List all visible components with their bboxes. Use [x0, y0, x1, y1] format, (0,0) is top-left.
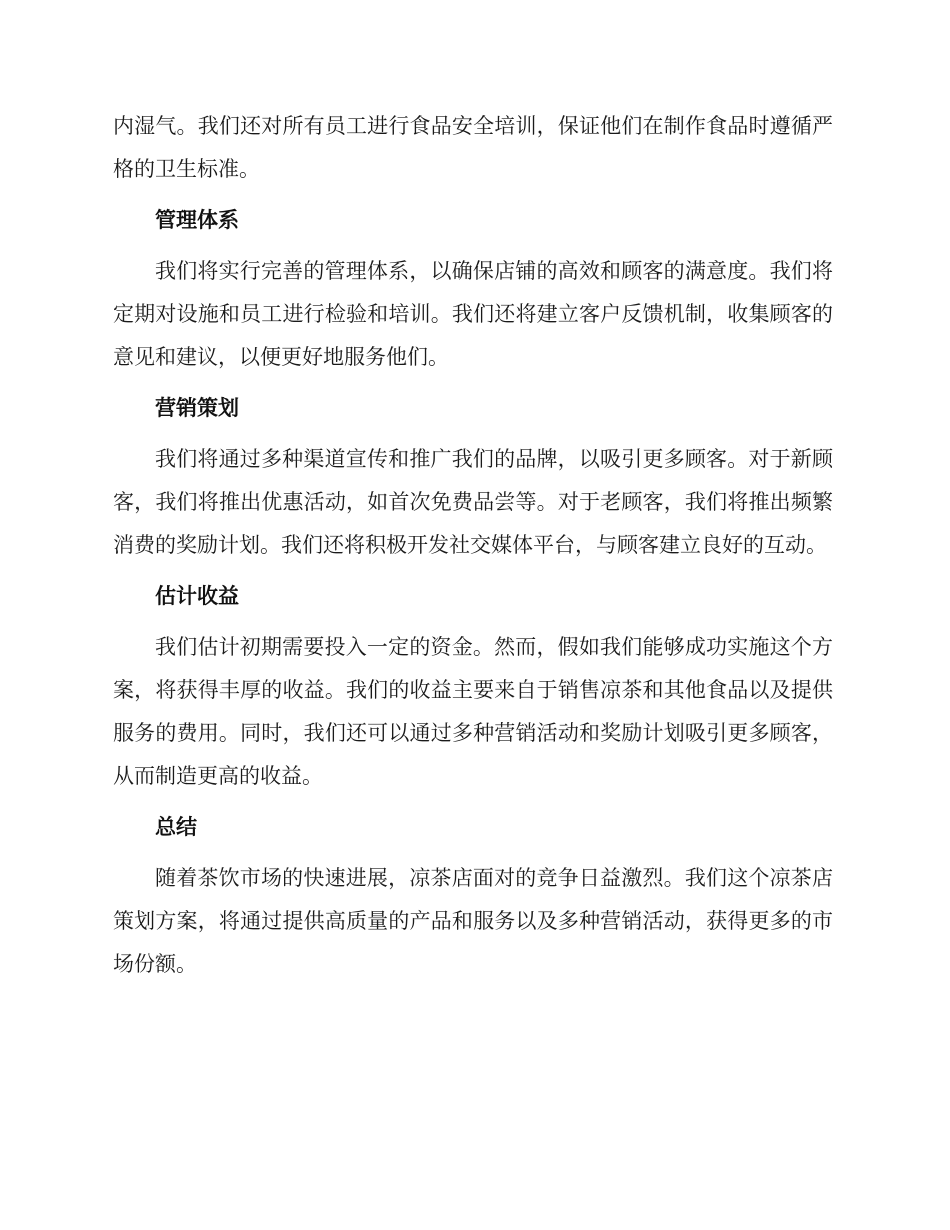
section-paragraph: 我们估计初期需要投入一定的资金。然而，假如我们能够成功实施这个方案，将获得丰厚的收益。我们的收益主要来自于销售凉茶和其他食品以及提供服务的费用。同时，我们还可以通过多种营销活动和奖励计划吸引更多顾客，从而制造更高的收益。: [113, 635, 833, 788]
section-paragraph: 我们将通过多种渠道宣传和推广我们的品牌，以吸引更多顾客。对于新顾客，我们将推出优惠活动，如首次免费品尝等。对于老顾客，我们将推出频繁消费的奖励计划。我们还将积极开发社交媒体平台，与顾客建立良好的互动。: [113, 447, 833, 557]
section-heading: 估计收益: [155, 584, 239, 608]
intro-paragraph: 内湿气。我们还对所有员工进行食品安全培训，保证他们在制作食品时遵循严格的卫生标准。: [113, 114, 833, 181]
section-summary: [113, 806, 833, 986]
section-heading: 营销策划: [155, 396, 239, 420]
section-management: [113, 199, 833, 379]
section-revenue: [113, 575, 833, 798]
section-heading: 总结: [155, 815, 197, 839]
section-paragraph: 随着茶饮市场的快速进展，凉茶店面对的竞争日益激烈。我们这个凉茶店策划方案，将通过提供高质量的产品和服务以及多种营销活动，获得更多的市场份额。: [113, 866, 833, 976]
section-heading: 管理体系: [155, 208, 239, 232]
section-paragraph: 我们将实行完善的管理体系，以确保店铺的高效和顾客的满意度。我们将定期对设施和员工进行检验和培训。我们还将建立客户反馈机制，收集顾客的意见和建议，以便更好地服务他们。: [113, 259, 833, 369]
document-body: [113, 105, 833, 986]
section-marketing: [113, 387, 833, 567]
